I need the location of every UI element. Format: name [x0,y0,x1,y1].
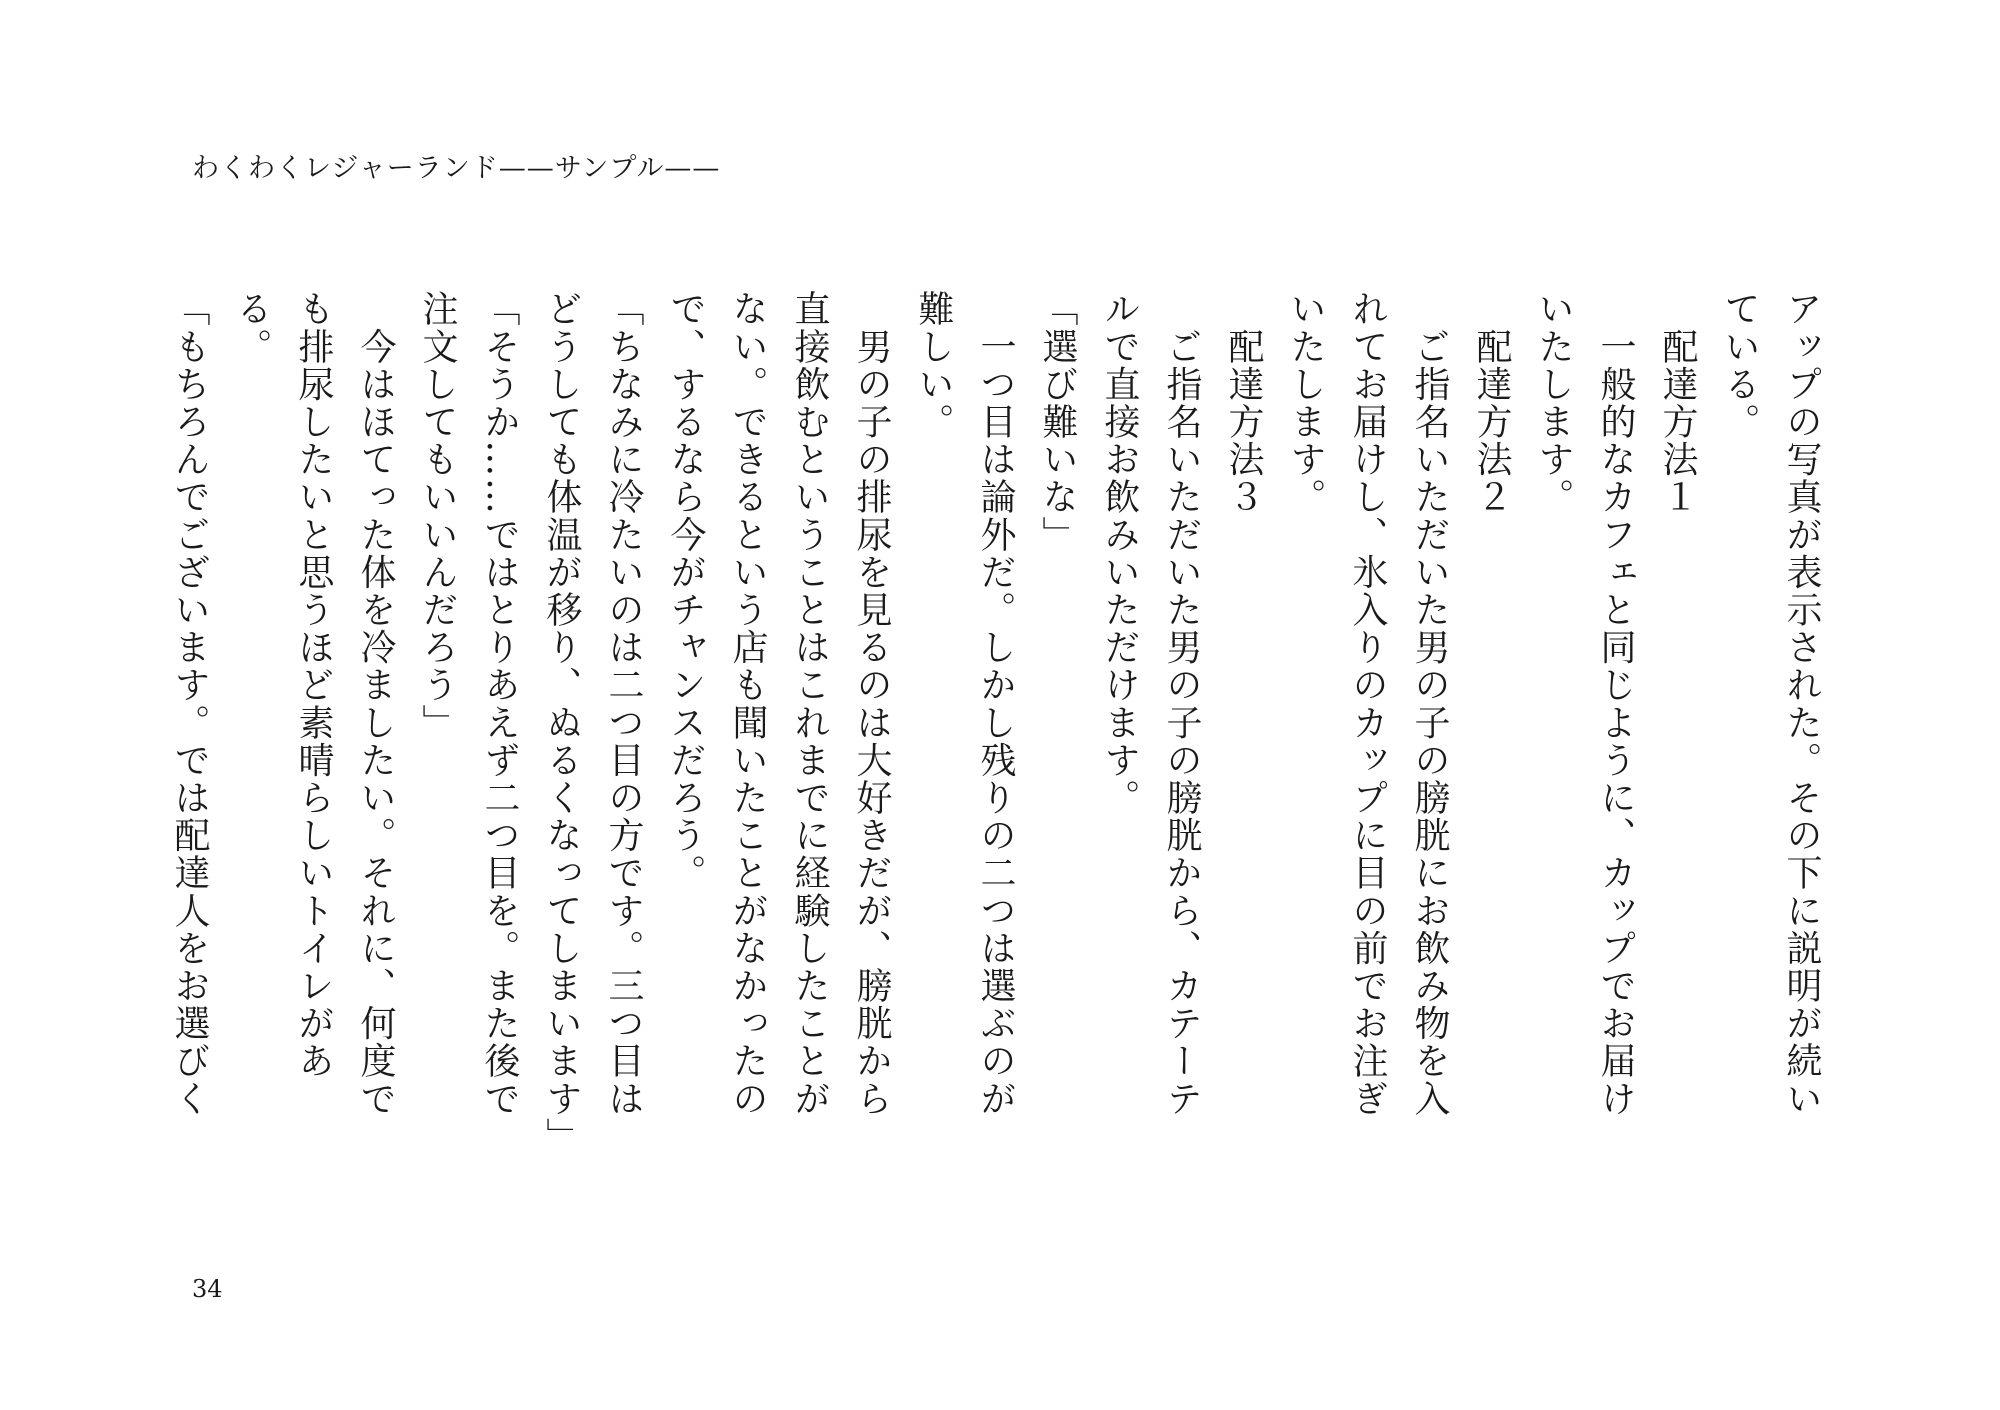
text-line: 注文してもいいんだろう」 [417,290,458,742]
text-line: アップの写真が表示された。その下に説明が続い [1781,290,1822,1118]
text-line: ご指名いただいた男の子の膀胱から、カテーテ [1161,290,1202,1118]
text-line: 直接飲むということはこれまでに経験したことが [789,290,830,1118]
vertical-body-text [158,290,1832,1155]
text-line: れてお届けし、氷入りのカップに目の前でお注ぎ [1347,290,1388,1118]
text-line: いたします。 [1285,290,1326,516]
text-line: 一般的なカフェと同じように、カップでお届け [1595,290,1636,1118]
text-line: 男の子の排尿を見るのは大好きだが、膀胱から [851,290,892,1118]
text-line: 配達方法１ [1657,290,1698,516]
text-line: 「選び難いな」 [1037,290,1078,554]
text-line: 「そうか……ではとりあえず二つ目を。また後で [479,290,520,1118]
text-line: ている。 [1719,290,1760,441]
running-header: わくわくレジャーランド——サンプル—— [192,153,721,184]
page-number: 34 [192,1275,223,1303]
text-line: 今はほてった体を冷ましたい。それに、何度で [355,290,396,1118]
text-line: 難しい。 [913,290,954,441]
text-line: 「もちろんでございます。では配達人をお選びく [169,290,210,1118]
text-line: 配達方法３ [1223,290,1264,516]
text-line: いたします。 [1533,290,1574,516]
text-line: も排尿したいと思うほど素晴らしいトイレがある。 [231,290,334,1080]
text-line: ない。できるという店も聞いたことがなかったの [727,290,768,1118]
text-line: ルで直接お飲みいただけます。 [1099,290,1140,817]
text-line: 一つ目は論外だ。しかし残りの二つは選ぶのが [975,290,1016,1118]
text-line: どうしても体温が移り、ぬるくなってしまいます」 [541,290,582,1155]
text-line: で、するなら今がチャンスだろう。 [665,290,706,892]
text-line: 配達方法２ [1471,290,1512,516]
text-line: ご指名いただいた男の子の膀胱にお飲み物を入 [1409,290,1450,1118]
text-line: 「ちなみに冷たいのは二つ目の方です。三つ目は [603,290,644,1118]
